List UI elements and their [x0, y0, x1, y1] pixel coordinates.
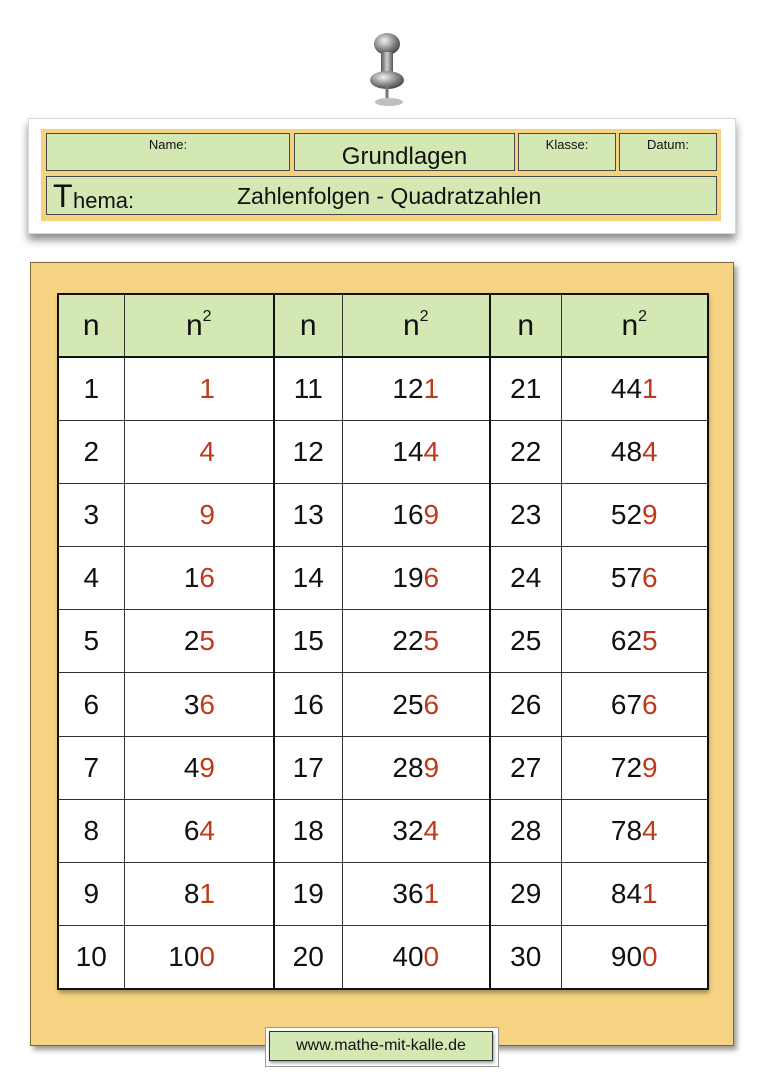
square-cell [561, 484, 708, 547]
n-cell: 6 [58, 673, 124, 736]
klasse-field[interactable] [518, 133, 616, 171]
square-prefix: 8 [183, 877, 200, 909]
name-field[interactable] [46, 133, 290, 171]
square-prefix: 3 [183, 688, 200, 720]
square-prefix: 19 [392, 562, 424, 594]
square-last-digit: 5 [642, 625, 658, 657]
square-prefix: 62 [610, 625, 643, 657]
square-cell [124, 925, 274, 989]
n-cell: 16 [274, 673, 342, 736]
square-last-digit: 1 [642, 373, 658, 405]
table-row [58, 547, 708, 610]
table-row [58, 736, 708, 799]
square-cell [124, 421, 274, 484]
square-prefix: 84 [610, 877, 643, 909]
square-cell [124, 673, 274, 736]
square-cell [342, 547, 490, 610]
square-prefix: 57 [610, 562, 643, 594]
square-cell [342, 357, 490, 421]
n-cell: 20 [274, 925, 342, 989]
square-last-digit: 4 [423, 436, 440, 468]
square-cell [342, 799, 490, 862]
n-cell: 10 [58, 925, 124, 989]
square-cell [342, 673, 490, 736]
thema-box [46, 176, 717, 215]
square-prefix: 44 [610, 373, 643, 405]
header-frame [41, 129, 721, 221]
n-cell: 21 [490, 357, 561, 421]
column-header-n: n [274, 294, 342, 357]
square-last-digit: 4 [642, 814, 658, 846]
n-cell: 11 [274, 357, 342, 421]
n-cell: 28 [490, 799, 561, 862]
square-last-digit: 9 [199, 751, 215, 783]
square-cell [342, 862, 490, 925]
square-prefix: 52 [610, 499, 643, 531]
square-last-digit: 5 [423, 625, 440, 657]
square-prefix: 36 [392, 877, 424, 909]
square-last-digit: 0 [423, 940, 440, 972]
square-last-digit: 0 [199, 940, 215, 972]
n-cell: 4 [58, 547, 124, 610]
square-last-digit: 6 [642, 562, 658, 594]
square-last-digit: 9 [642, 499, 658, 531]
square-last-digit: 5 [199, 625, 215, 657]
square-last-digit: 4 [199, 814, 215, 846]
square-last-digit: 6 [199, 562, 215, 594]
square-cell [561, 357, 708, 421]
table-row [58, 357, 708, 421]
n-cell: 27 [490, 736, 561, 799]
square-cell [342, 925, 490, 989]
name-label: Name: [148, 137, 188, 152]
square-cell [342, 421, 490, 484]
square-last-digit: 6 [642, 688, 658, 720]
n-cell: 23 [490, 484, 561, 547]
squares-table [57, 293, 709, 990]
squares-card [30, 262, 734, 1054]
square-prefix: 16 [392, 499, 424, 531]
table-row [58, 862, 708, 925]
square-last-digit: 1 [423, 877, 440, 909]
n-cell: 25 [490, 610, 561, 673]
square-prefix: 22 [392, 625, 424, 657]
website-credit: www.mathe-mit-kalle.de [269, 1031, 493, 1061]
table-header-row [58, 294, 708, 357]
table-row [58, 925, 708, 989]
n-cell: 26 [490, 673, 561, 736]
square-cell [561, 547, 708, 610]
square-cell [561, 925, 708, 989]
square-prefix: 40 [392, 940, 424, 972]
square-cell [561, 862, 708, 925]
square-prefix: 12 [392, 373, 424, 405]
square-cell [342, 484, 490, 547]
n-cell: 12 [274, 421, 342, 484]
square-last-digit: 9 [423, 499, 440, 531]
table-row [58, 799, 708, 862]
pushpin-icon [362, 30, 412, 110]
square-cell [124, 610, 274, 673]
square-prefix: 78 [610, 814, 643, 846]
square-last-digit: 1 [423, 373, 440, 405]
table-row [58, 610, 708, 673]
square-last-digit: 1 [642, 877, 658, 909]
square-cell [124, 736, 274, 799]
datum-field[interactable] [619, 133, 717, 171]
square-prefix: 32 [392, 814, 424, 846]
n-cell: 8 [58, 799, 124, 862]
square-cell [124, 547, 274, 610]
table-row [58, 484, 708, 547]
n-cell: 15 [274, 610, 342, 673]
square-last-digit: 6 [199, 688, 215, 720]
column-header-n-squared: $n^2$ [124, 294, 274, 357]
datum-label: Datum: [647, 137, 689, 152]
n-cell: 22 [490, 421, 561, 484]
square-prefix: 67 [610, 688, 643, 720]
square-cell [561, 610, 708, 673]
topic-title: Zahlenfolgen - Quadratzahlen [237, 183, 542, 209]
square-prefix: 25 [392, 688, 424, 720]
square-prefix: 72 [610, 751, 643, 783]
square-last-digit: 1 [199, 373, 215, 405]
square-prefix: 2 [183, 625, 200, 657]
column-header-n-squared: $n^2$ [342, 294, 490, 357]
n-cell: 17 [274, 736, 342, 799]
square-cell [124, 484, 274, 547]
n-cell: 5 [58, 610, 124, 673]
n-cell: 24 [490, 547, 561, 610]
square-prefix: 28 [392, 751, 424, 783]
square-last-digit: 9 [423, 751, 440, 783]
square-prefix: 1 [183, 562, 200, 594]
square-last-digit: 6 [423, 688, 440, 720]
square-last-digit: 9 [642, 751, 658, 783]
n-cell: 29 [490, 862, 561, 925]
square-cell [124, 357, 274, 421]
square-last-digit: 6 [423, 562, 440, 594]
square-prefix: 6 [183, 814, 200, 846]
square-last-digit: 4 [423, 814, 440, 846]
column-header-n-squared: $n^2$ [561, 294, 708, 357]
table-row [58, 673, 708, 736]
square-prefix: 4 [183, 751, 200, 783]
klasse-label: Klasse: [545, 137, 589, 152]
thema-label: hema: [73, 188, 135, 213]
square-cell [342, 610, 490, 673]
column-header-n: n [58, 294, 124, 357]
n-cell: 18 [274, 799, 342, 862]
n-cell: 13 [274, 484, 342, 547]
square-prefix: 48 [610, 436, 643, 468]
subject-box [294, 133, 515, 171]
square-last-digit: 0 [642, 940, 658, 972]
square-last-digit: 1 [199, 877, 215, 909]
square-last-digit: 4 [642, 436, 658, 468]
square-cell [124, 799, 274, 862]
table-row [58, 421, 708, 484]
square-prefix: 14 [392, 436, 424, 468]
worksheet-header [28, 118, 736, 234]
n-cell: 9 [58, 862, 124, 925]
square-last-digit: 4 [199, 436, 215, 468]
square-cell [342, 736, 490, 799]
thema-initial: T [53, 178, 73, 214]
square-prefix: 10 [168, 940, 200, 972]
square-prefix: 90 [610, 940, 643, 972]
n-cell: 30 [490, 925, 561, 989]
square-cell [561, 673, 708, 736]
n-cell: 7 [58, 736, 124, 799]
square-cell [124, 862, 274, 925]
n-cell: 1 [58, 357, 124, 421]
square-cell [561, 421, 708, 484]
column-header-n: n [490, 294, 561, 357]
n-cell: 2 [58, 421, 124, 484]
subject-title: Grundlagen [341, 143, 468, 170]
square-cell [561, 799, 708, 862]
n-cell: 3 [58, 484, 124, 547]
squares-table-wrap [57, 293, 707, 990]
n-cell: 19 [274, 862, 342, 925]
square-last-digit: 9 [199, 499, 215, 531]
n-cell: 14 [274, 547, 342, 610]
square-cell [561, 736, 708, 799]
